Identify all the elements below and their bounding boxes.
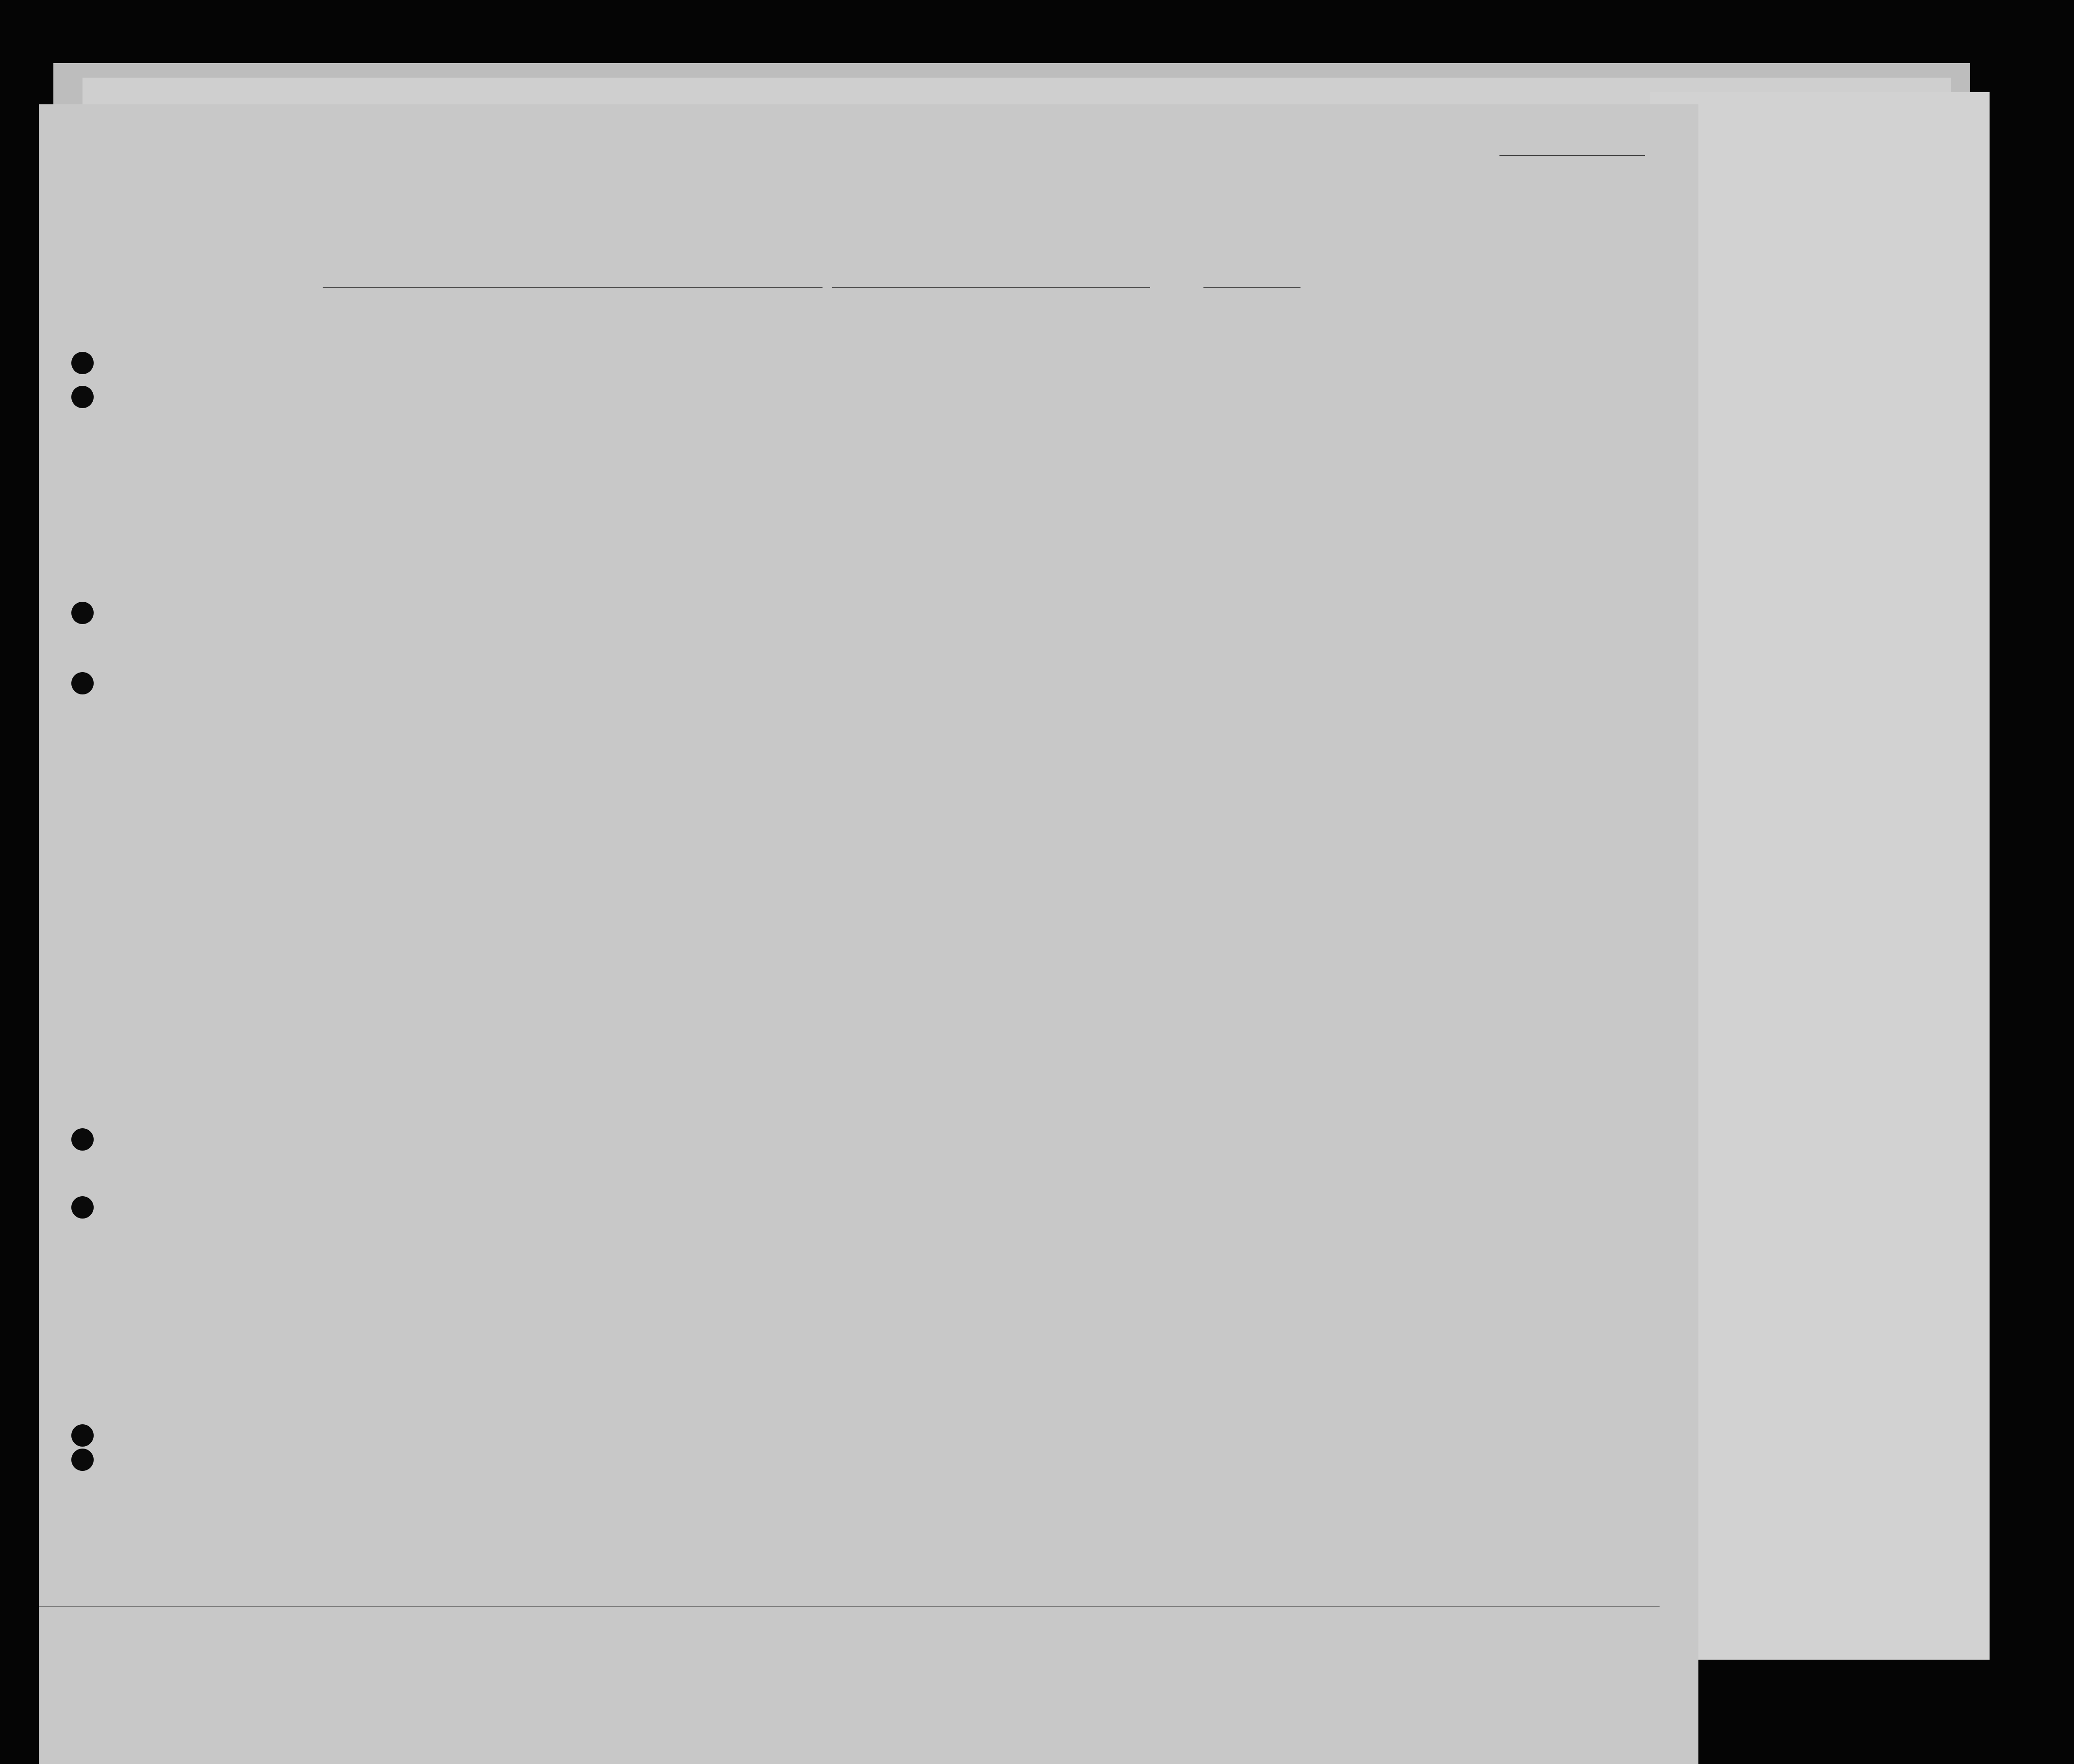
punch-hole xyxy=(71,1449,94,1471)
punch-hole xyxy=(71,602,94,624)
date-underline xyxy=(832,287,1150,288)
punch-hole xyxy=(71,352,94,374)
year-underline xyxy=(1203,287,1300,288)
bottom-band xyxy=(39,1606,1660,1617)
punch-hole xyxy=(71,672,94,694)
punch-hole xyxy=(71,1196,94,1219)
port-underline xyxy=(323,287,823,288)
list-underline xyxy=(1499,155,1645,156)
right-sheet xyxy=(1650,92,1990,1660)
punch-hole xyxy=(71,1424,94,1447)
manifest-sheet xyxy=(39,104,1698,1764)
punch-hole xyxy=(71,386,94,408)
punch-hole xyxy=(71,1128,94,1151)
